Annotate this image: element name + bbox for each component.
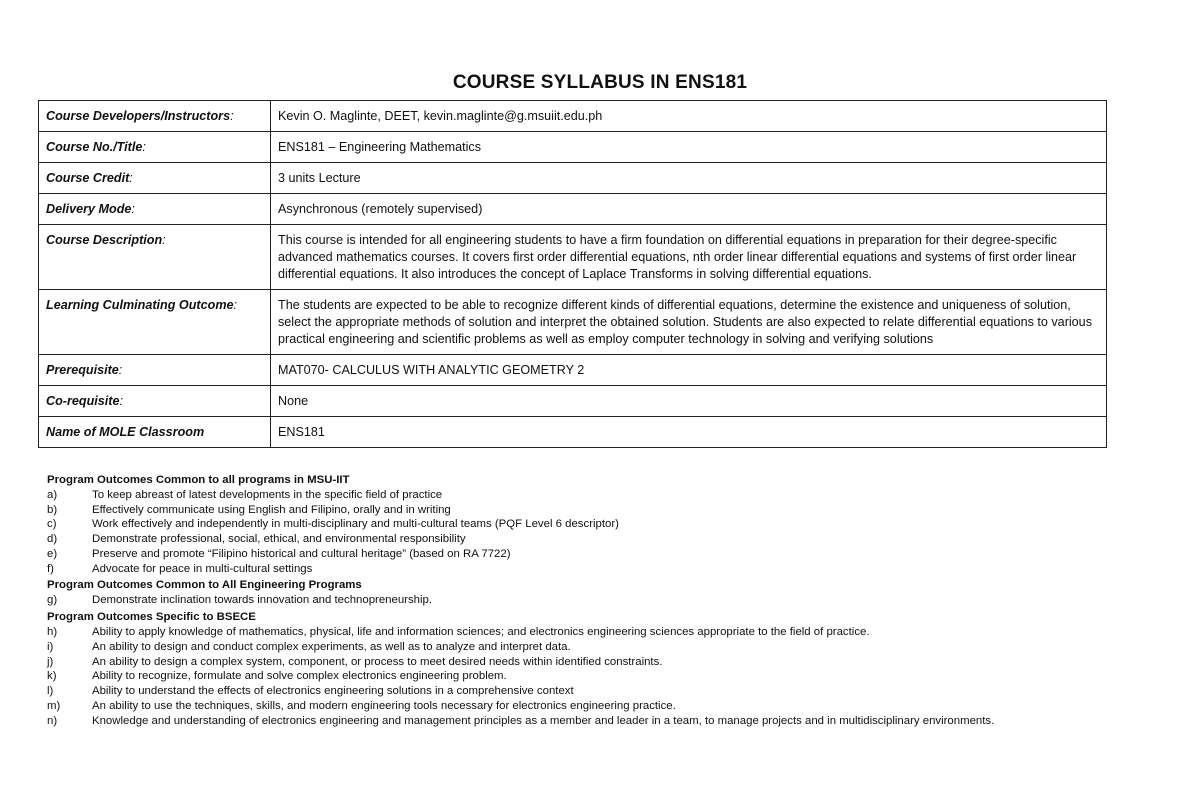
outcome-letter: g) (47, 594, 58, 607)
info-value: ENS181 – Engineering Mathematics (271, 132, 1107, 163)
label-colon: : (131, 202, 135, 216)
info-label: Course No./Title (46, 140, 143, 154)
info-row-corequisite (39, 386, 1107, 417)
outcome-item (47, 684, 1157, 699)
info-value: Kevin O. Maglinte, DEET, kevin.maglinte@g.msuiit.edu.ph (271, 101, 1107, 132)
outcome-item (47, 547, 1157, 562)
outcome-item (47, 714, 1157, 729)
outcome-letter: d) (47, 533, 58, 546)
outcome-text: An ability to use the techniques, skills, and modern engineering tools necessary for electronics engineering practice. (92, 699, 676, 712)
label-colon: : (119, 394, 123, 408)
info-label: Course Description (46, 233, 163, 247)
outcome-letter: b) (47, 503, 58, 516)
outcome-letter: n) (47, 714, 58, 727)
outcome-letter: k) (47, 670, 57, 683)
outcome-text: Ability to recognize, formulate and solve complex electronics engineering problem. (92, 670, 507, 683)
engineering-outcomes-heading: Program Outcomes Common to All Engineering Programs (47, 578, 362, 591)
info-row-developers (39, 101, 1107, 132)
outcome-text: Effectively communicate using English and Filipino, orally and in writing (92, 503, 451, 516)
info-label: Course Credit (46, 171, 130, 185)
outcome-text: Work effectively and independently in multi-disciplinary and multi-cultural teams (PQF Level 6 descriptor) (92, 518, 619, 531)
info-row-learning-outcome (39, 290, 1107, 355)
outcome-letter: f) (47, 562, 54, 575)
outcome-item (47, 517, 1157, 532)
label-colon: : (162, 233, 166, 247)
info-value: The students are expected to be able to recognize different kinds of differential equations, determine the existence and uniqueness of solution, select the appropriate methods of solution and interpret the obtained solution. Students are also expected to relate differential equations to various practical engineering and scientific problems as well as employ computer technology in solving and verifying solutions (271, 290, 1107, 355)
outcome-text: An ability to design a complex system, component, or process to meet desired needs within identified constraints. (92, 655, 663, 668)
info-label: Prerequisite (46, 363, 119, 377)
outcome-letter: e) (47, 547, 58, 560)
outcome-text: To keep abreast of latest developments in the specific field of practice (92, 488, 443, 501)
page-title: COURSE SYLLABUS IN ENS181 (452, 72, 748, 93)
label-colon: : (129, 171, 133, 185)
info-value: 3 units Lecture (271, 163, 1107, 194)
info-label: Delivery Mode (46, 202, 132, 216)
info-value: MAT070- CALCULUS WITH ANALYTIC GEOMETRY 2 (271, 355, 1107, 386)
outcome-letter: c) (47, 518, 57, 531)
outcome-item (47, 640, 1157, 655)
outcome-letter: i) (47, 640, 54, 653)
info-value: ENS181 (271, 417, 1107, 448)
outcome-letter: a) (47, 488, 58, 501)
outcome-item (47, 699, 1157, 714)
info-value: This course is intended for all engineering students to have a firm foundation on differential equations in preparation for their degree-specific advanced mathematics courses. It covers first order differential equations, nth order linear differential equations and systems of first order linear differential equations. It also introduces the concept of Laplace Transforms in solving differential equations. (271, 225, 1107, 290)
program-outcomes (47, 473, 1157, 729)
outcome-letter: j) (47, 655, 54, 668)
outcome-item (47, 669, 1157, 684)
outcome-item (47, 655, 1157, 670)
outcome-text: Advocate for peace in multi-cultural settings (92, 562, 313, 575)
info-value: Asynchronous (remotely supervised) (271, 194, 1107, 225)
outcome-text: An ability to design and conduct complex experiments, as well as to analyze and interpret data. (92, 640, 571, 653)
info-row-delivery-mode (39, 194, 1107, 225)
label-colon: : (142, 140, 146, 154)
outcome-item (47, 488, 1157, 503)
label-colon: : (233, 298, 238, 312)
info-row-classroom (39, 417, 1107, 448)
outcome-text: Demonstrate inclination towards innovation and technopreneurship. (92, 594, 433, 607)
outcome-letter: l) (47, 685, 54, 698)
outcome-item (47, 593, 1157, 608)
outcome-letter: h) (47, 625, 58, 638)
outcome-letter: m) (47, 699, 61, 712)
outcome-item (47, 503, 1157, 518)
course-info-table (38, 100, 1107, 448)
common-outcomes-heading: Program Outcomes Common to all programs in MSU-IIT (47, 474, 350, 486)
info-row-description (39, 225, 1107, 290)
label-colon: : (230, 109, 234, 123)
info-label: Co-requisite (46, 394, 120, 408)
outcome-item (47, 532, 1157, 547)
info-row-prerequisite (39, 355, 1107, 386)
info-label: Name of MOLE Classroom (46, 425, 205, 439)
outcome-text: Ability to apply knowledge of mathematics, physical, life and information sciences; and electronics engineering sciences appropriate to the field of practice. (92, 625, 870, 638)
info-label: Course Developers/Instructors (46, 109, 231, 123)
outcome-text: Demonstrate professional, social, ethical, and environmental responsibility (92, 533, 466, 546)
label-colon: : (118, 363, 123, 377)
outcome-item (47, 625, 1157, 640)
bsece-outcomes-heading: Program Outcomes Specific to BSECE (47, 611, 256, 624)
outcome-item (47, 562, 1157, 577)
outcome-text: Knowledge and understanding of electronics engineering and management principles as a member and leader in a team, to manage projects and in multidisciplinary environments. (92, 714, 995, 727)
info-row-credit (39, 163, 1107, 194)
outcome-text: Ability to understand the effects of electronics engineering solutions in a comprehensive context (92, 685, 574, 698)
info-label: Learning Culminating Outcome (46, 298, 234, 312)
outcome-text: Preserve and promote “Filipino historical and cultural heritage” (based on RA 7722) (92, 547, 511, 560)
info-row-course-title (39, 132, 1107, 163)
info-value: None (271, 386, 1107, 417)
